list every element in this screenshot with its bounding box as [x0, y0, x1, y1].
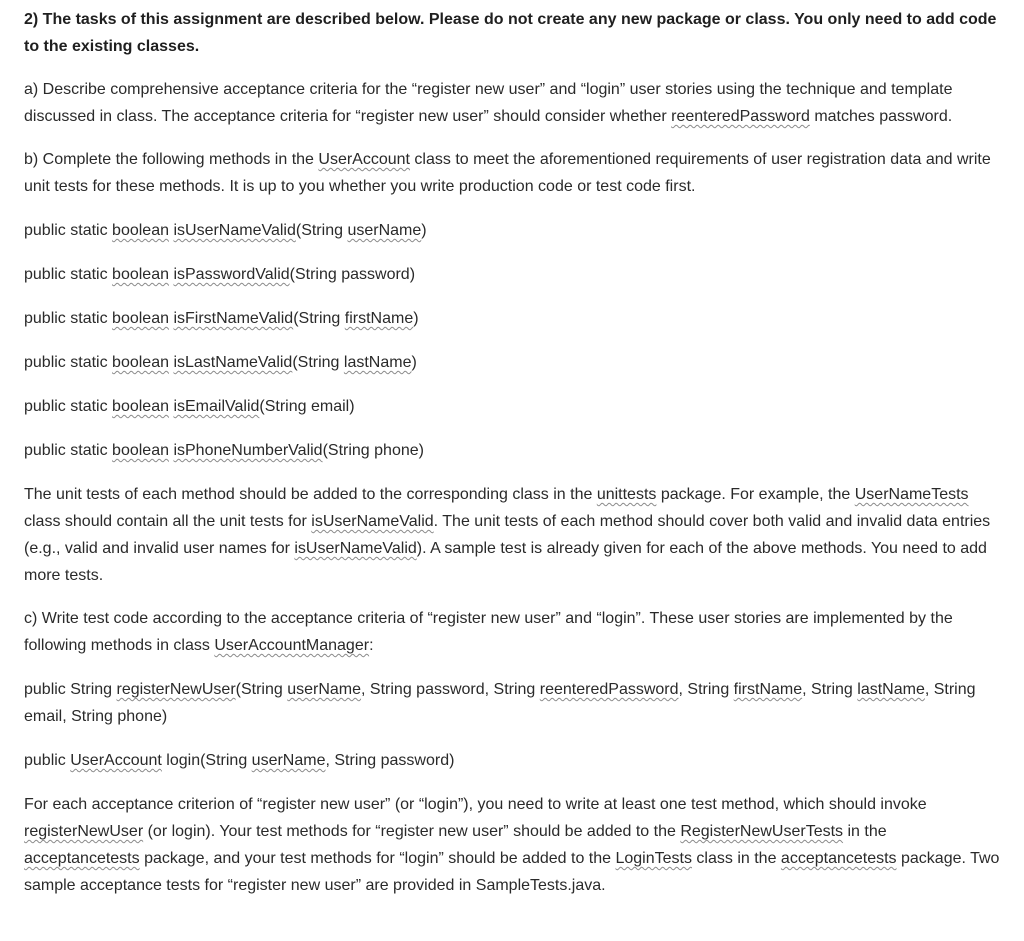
unit-tests-paragraph: [24, 481, 1006, 589]
signature-params-close: ): [411, 354, 417, 371]
return-type: boolean: [112, 222, 169, 239]
text: class should contain all the unit tests for: [24, 513, 312, 530]
return-type: boolean: [112, 310, 169, 327]
part-c-paragraph: [24, 605, 1006, 659]
term-user-account-manager: UserAccountManager: [214, 637, 370, 654]
method-name: isEmailValid: [173, 398, 260, 415]
part-b-text: b) Complete the following methods in the: [24, 151, 319, 168]
return-type: boolean: [112, 266, 169, 283]
term-unittests: unittests: [596, 486, 657, 503]
text: login(String: [161, 752, 252, 769]
signature-params-open: (String: [293, 310, 345, 327]
term-register-new-user-tests: RegisterNewUserTests: [680, 823, 844, 840]
signature-params-close: ): [421, 222, 427, 239]
text: (String: [235, 681, 288, 698]
param-name: userName: [251, 752, 326, 769]
part-a-paragraph: [24, 76, 1006, 130]
param-name: reenteredPassword: [539, 681, 679, 698]
text: in the: [843, 823, 887, 840]
method-name: isPasswordValid: [173, 266, 290, 283]
signature-prefix: public static: [24, 222, 113, 239]
method-signature: [24, 217, 1006, 244]
text: public String: [24, 681, 117, 698]
signature-prefix: public static: [24, 354, 113, 371]
method-signature: [24, 349, 1006, 376]
text: (or login). Your test methods for “register new user” should be added to the: [143, 823, 681, 840]
signature-params-open: (String: [295, 222, 348, 239]
text: ). A sample test is already given for each of the above methods. You need to add more tests.: [24, 540, 987, 584]
term-acceptancetests: acceptancetests: [780, 850, 897, 867]
signature-prefix: public static: [24, 310, 113, 327]
method-signature: [24, 437, 1006, 464]
param-name: firstName: [344, 310, 414, 327]
method-name: isLastNameValid: [173, 354, 293, 371]
text: , String: [678, 681, 734, 698]
text: package. For example, the: [656, 486, 855, 503]
signature-prefix: public static: [24, 266, 113, 283]
term-is-user-name-valid: isUserNameValid: [311, 513, 434, 530]
return-type: boolean: [112, 398, 169, 415]
signature-params: (String phone): [322, 442, 424, 459]
param-name: firstName: [733, 681, 803, 698]
method-signature: [24, 261, 1006, 288]
part-a-text-end: matches password.: [809, 108, 953, 125]
text: . The unit tests of each method should cover both valid and invalid data entries (e.g., valid and invalid user names for: [24, 513, 991, 557]
acceptance-tests-paragraph: [24, 791, 1006, 899]
text: , String password, String: [361, 681, 540, 698]
return-type: UserAccount: [70, 752, 162, 769]
text: The unit tests of each method should be added to the corresponding class in the: [24, 486, 597, 503]
term-user-account: UserAccount: [318, 151, 410, 168]
signature-params: (String email): [259, 398, 355, 415]
term-reentered-password: reenteredPassword: [671, 108, 810, 125]
method-signature: [24, 305, 1006, 332]
part-b-paragraph: [24, 146, 1006, 200]
text: , String: [802, 681, 858, 698]
term-user-name-tests: UserNameTests: [854, 486, 969, 503]
method-name: isUserNameValid: [173, 222, 296, 239]
term-register-new-user: registerNewUser: [24, 823, 144, 840]
term-is-user-name-valid: isUserNameValid: [294, 540, 417, 557]
return-type: boolean: [112, 442, 169, 459]
signature-params: (String password): [289, 266, 416, 283]
term-acceptancetests: acceptancetests: [24, 850, 140, 867]
task-heading: 2) The tasks of this assignment are described below. Please do not create any new package or class. You only need to add code to the existing classes.: [24, 11, 997, 55]
param-name: userName: [287, 681, 362, 698]
return-type: boolean: [112, 354, 169, 371]
text: class in the: [691, 850, 781, 867]
text: package. Two sample acceptance tests for “register new user” are provided in SampleTests.java.: [24, 850, 1000, 894]
param-name: lastName: [857, 681, 925, 698]
text: public: [24, 752, 71, 769]
method-name: isPhoneNumberValid: [173, 442, 323, 459]
method-name: registerNewUser: [116, 681, 236, 698]
login-signature: [24, 747, 1006, 774]
text: , String password): [325, 752, 455, 769]
register-new-user-signature: [24, 676, 1006, 730]
part-b-text-end: class to meet the aforementioned requirements of user registration data and write unit tests for these methods. It is up to you whether you write production code or test code first.: [24, 151, 991, 195]
method-name: isFirstNameValid: [173, 310, 294, 327]
part-c-text: c) Write test code according to the acceptance criteria of “register new user” and “login”. These user stories are implemented by the following methods in class: [24, 610, 953, 654]
term-login-tests: LoginTests: [615, 850, 692, 867]
signature-prefix: public static: [24, 398, 113, 415]
part-a-text: a) Describe comprehensive acceptance criteria for the “register new user” and “login” user stories using the technique and template discussed in class. The acceptance criteria for “register new user” should consider whether: [24, 81, 953, 125]
text: package, and your test methods for “login” should be added to the: [139, 850, 616, 867]
signature-params-close: ): [413, 310, 419, 327]
signature-prefix: public static: [24, 442, 113, 459]
text: , String email, String phone): [24, 681, 976, 725]
param-name: userName: [347, 222, 422, 239]
method-signature: [24, 393, 1006, 420]
part-c-text-end: :: [369, 637, 374, 654]
text: For each acceptance criterion of “register new user” (or “login”), you need to write at least one test method, which should invoke: [24, 796, 927, 813]
signature-params-open: (String: [292, 354, 344, 371]
param-name: lastName: [343, 354, 412, 371]
